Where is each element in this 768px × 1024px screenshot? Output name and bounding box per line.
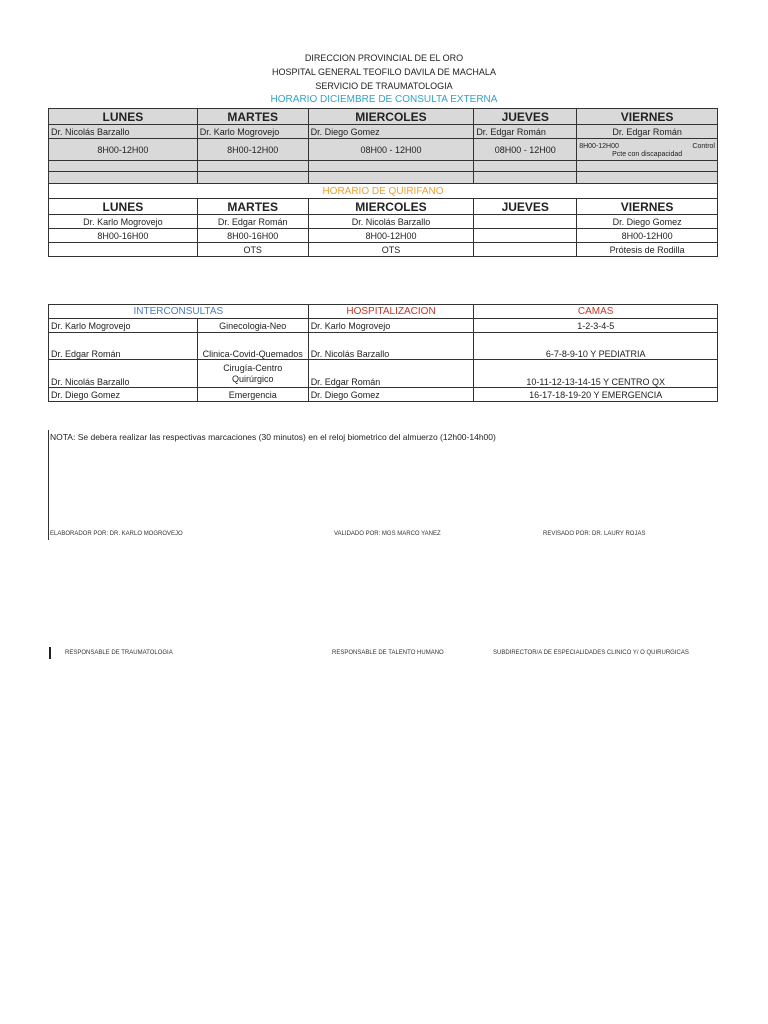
table-row: [49, 333, 718, 360]
inter-area-line-1: Cirugía-Centro: [223, 362, 283, 373]
header-line-2: HOSPITAL GENERAL TEOFILO DAVILA DE MACHALA: [272, 67, 496, 77]
note-text: NOTA: Se debera realizar las respectivas marcaciones (30 minutos) en el reloj biometrico del almuerzo (12h00-14h00): [50, 432, 496, 442]
day-lunes: LUNES: [49, 109, 198, 125]
consulta-table: [48, 108, 718, 257]
camas-header: CAMAS: [474, 305, 718, 319]
quirofano-title: HORARIO DE QUIRIFANO: [49, 184, 718, 199]
doctor-cell: Dr. Karlo Mogrovejo: [197, 125, 308, 139]
consulta-doctors-row: [49, 125, 718, 139]
inter-doctor: Dr. Diego Gomez: [49, 388, 198, 402]
q-extra-cell: [49, 243, 198, 257]
signature-marker: [49, 647, 51, 659]
q-doctor-cell: [474, 215, 577, 229]
q-extra-cell: Prótesis de Rodilla: [577, 243, 718, 257]
q-doctor-cell: Dr. Karlo Mogrovejo: [49, 215, 198, 229]
q-extra-cell: OTS: [197, 243, 308, 257]
q-day-lunes: LUNES: [49, 199, 198, 215]
doctor-cell: Dr. Diego Gomez: [308, 125, 474, 139]
hosp-doctor: Dr. Edgar Román: [308, 360, 474, 388]
table-row: [49, 319, 718, 333]
q-hours-cell: [474, 229, 577, 243]
hours-cell: 08H00 - 12H00: [308, 139, 474, 161]
inter-doctor: Dr. Edgar Román: [49, 333, 198, 360]
hospitalizacion-header: HOSPITALIZACION: [308, 305, 474, 319]
camas-value: 1-2-3-4-5: [474, 319, 718, 333]
consulta-title: HORARIO DICIEMBRE DE CONSULTA EXTERNA: [270, 94, 498, 105]
quirofano-title-row: [49, 184, 718, 199]
header-line-1: DIRECCION PROVINCIAL DE EL ORO: [304, 53, 464, 63]
hosp-doctor: Dr. Nicolás Barzallo: [308, 333, 474, 360]
friday-note: Pcte con discapacidad: [612, 150, 683, 158]
doctor-cell: Dr. Edgar Román: [577, 125, 718, 139]
consulta-days-row: [49, 109, 718, 125]
revisado-por: REVISADO POR: DR. LAURY ROJAS: [543, 531, 646, 537]
subdirector: SUBDIRECTOR/A DE ESPECIALIDADES CLINICO Y/ O QUIRURGICAS: [493, 650, 689, 656]
hours-cell: 8H00-12H00: [49, 139, 198, 161]
day-miercoles: MIERCOLES: [308, 109, 474, 125]
q-day-martes: MARTES: [197, 199, 308, 215]
day-viernes: VIERNES: [577, 109, 718, 125]
consulta-hours-row: [49, 139, 718, 161]
quirofano-days-row: [49, 199, 718, 215]
inter-area-line-2: Quirúrgico: [231, 373, 274, 384]
interconsultas-header: INTERCONSULTAS: [49, 305, 309, 319]
q-extra-cell: [474, 243, 577, 257]
friday-control: Control: [692, 142, 715, 150]
inter-area: Clinica-Covid-Quemados: [197, 333, 308, 360]
q-doctor-cell: Dr. Nicolás Barzallo: [308, 215, 474, 229]
table-row: [49, 388, 718, 402]
camas-value: 16-17-18-19-20 Y EMERGENCIA: [474, 388, 718, 402]
inter-doctor: Dr. Nicolás Barzallo: [49, 360, 198, 388]
responsable-traumatologia: RESPONSABLE DE TRAUMATOLOGIA: [65, 650, 173, 656]
q-hours-cell: 8H00-12H00: [308, 229, 474, 243]
quirofano-doctors-row: [49, 215, 718, 229]
inter-area: Emergencia: [197, 388, 308, 402]
q-hours-cell: 8H00-12H00: [577, 229, 718, 243]
elaborado-por: ELABORADOR POR: DR. KARLO MOGROVEJO: [50, 531, 183, 537]
note-left-border: [48, 430, 49, 540]
q-day-jueves: JUEVES: [474, 199, 577, 215]
q-doctor-cell: Dr. Edgar Román: [197, 215, 308, 229]
day-jueves: JUEVES: [474, 109, 577, 125]
validado-por: VALIDADO POR: MGS MARCO YANEZ: [334, 531, 441, 537]
friday-hours: 8H00-12H00: [579, 142, 619, 150]
camas-value: 10-11-12-13-14-15 Y CENTRO QX: [474, 360, 718, 388]
quirofano-extra-row: [49, 243, 718, 257]
friday-hours-cell: [577, 139, 718, 161]
q-doctor-cell: Dr. Diego Gomez: [577, 215, 718, 229]
q-extra-cell: OTS: [308, 243, 474, 257]
inter-doctor: Dr. Karlo Mogrovejo: [49, 319, 198, 333]
doctor-cell: Dr. Edgar Román: [474, 125, 577, 139]
hours-cell: 08H00 - 12H00: [474, 139, 577, 161]
header-line-3: SERVICIO DE TRAUMATOLOGIA: [315, 81, 453, 91]
day-martes: MARTES: [197, 109, 308, 125]
table-row: [49, 360, 718, 388]
services-header-row: [49, 305, 718, 319]
inter-area: [197, 360, 308, 388]
empty-row: [49, 161, 718, 172]
responsable-talento-humano: RESPONSABLE DE TALENTO HUMANO: [332, 650, 444, 656]
doctor-cell: Dr. Nicolás Barzallo: [49, 125, 198, 139]
empty-row: [49, 172, 718, 184]
hosp-doctor: Dr. Karlo Mogrovejo: [308, 319, 474, 333]
q-hours-cell: 8H00-16H00: [49, 229, 198, 243]
inter-area: Ginecologia-Neo: [197, 319, 308, 333]
q-hours-cell: 8H00-16H00: [197, 229, 308, 243]
q-day-viernes: VIERNES: [577, 199, 718, 215]
quirofano-hours-row: [49, 229, 718, 243]
hosp-doctor: Dr. Diego Gomez: [308, 388, 474, 402]
q-day-miercoles: MIERCOLES: [308, 199, 474, 215]
services-table: [48, 304, 718, 402]
camas-value: 6-7-8-9-10 Y PEDIATRIA: [474, 333, 718, 360]
hours-cell: 8H00-12H00: [197, 139, 308, 161]
